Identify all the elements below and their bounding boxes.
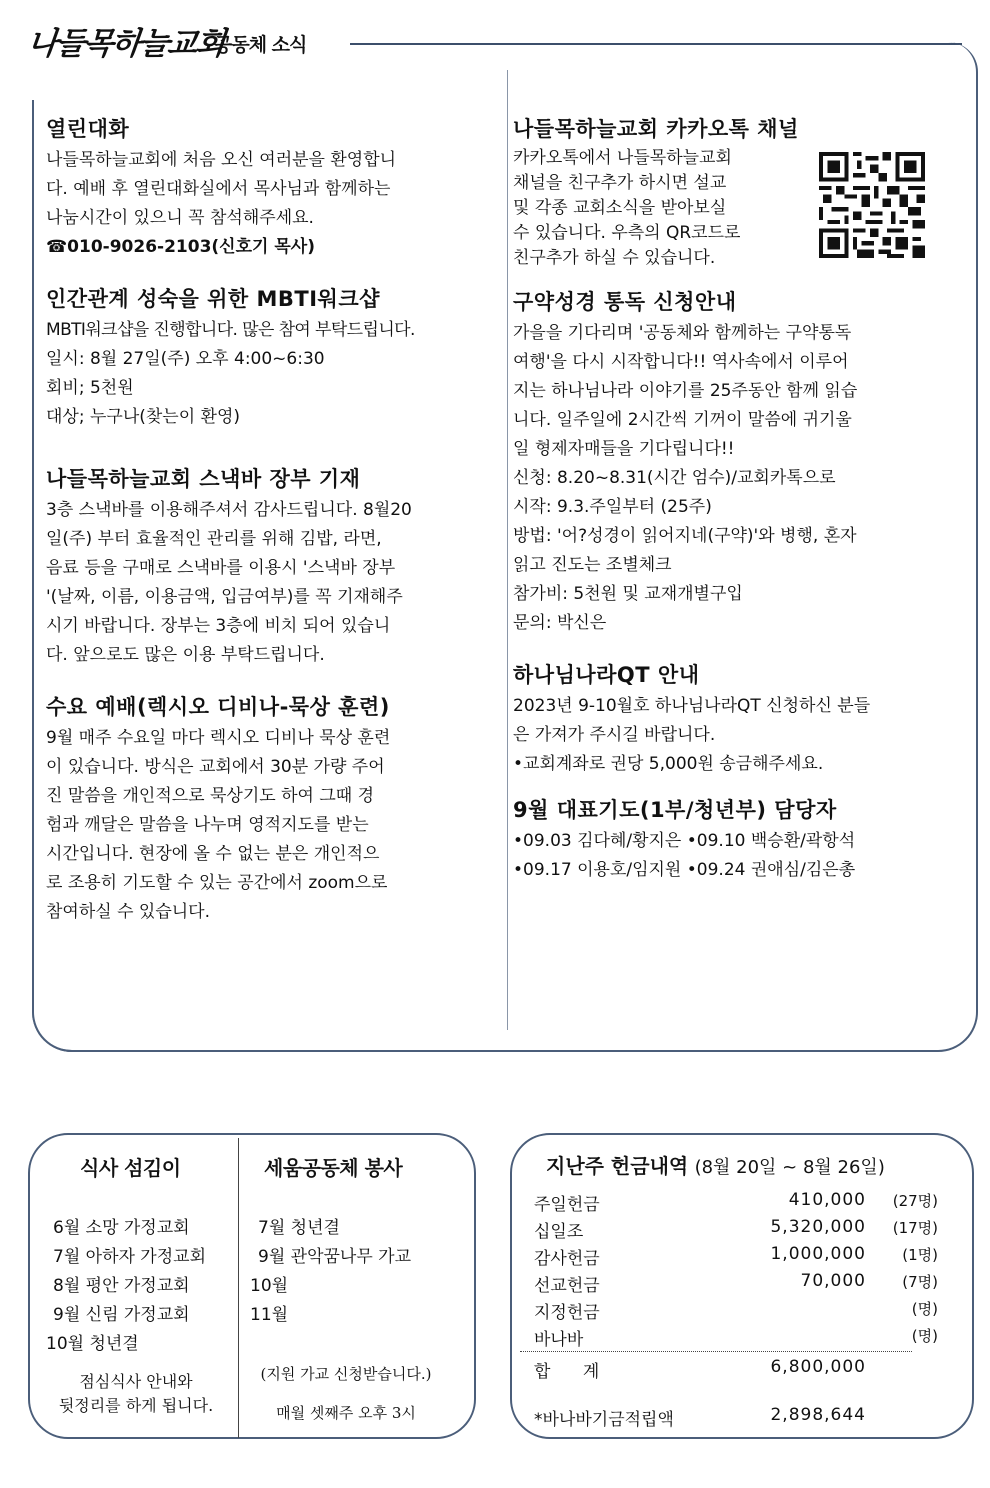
snackbar-notice [46, 464, 478, 670]
notice-line: 읽고 진도는 조별체크 [513, 555, 672, 575]
notice-line: •09.03 김다혜/황지은 •09.10 백승환/곽항석 [513, 831, 856, 851]
total-amount: 6,800,000 [770, 1357, 866, 1377]
notice-line: '(날짜, 이름, 이용금액, 입금여부)를 꼭 기재해주 [46, 587, 403, 607]
offering-dates: (8월 20일 ~ 8월 26일) [694, 1157, 885, 1178]
notice-line: 3층 스낵바를 이용해주셔서 감사드립니다. 8월20 [46, 500, 412, 520]
notice-line: 수 있습니다. 우측의 QR코드로 [513, 223, 741, 243]
offering-count: (명) [911, 1300, 938, 1318]
offering-amount: 5,320,000 [770, 1217, 866, 1237]
open-talk-notice [46, 114, 478, 262]
notice-line: 시간입니다. 현장에 올 수 없는 분은 개인적으 [46, 844, 380, 864]
offering-count: (27명) [892, 1192, 938, 1210]
notice-line: 이 있습니다. 방식은 교회에서 30분 가량 주어 [46, 757, 385, 777]
list-item: 7월 아하자 가정교회 [53, 1247, 206, 1267]
notice-line: MBTI워크샵을 진행합니다. 많은 참여 부탁드립니다. [46, 320, 415, 340]
list-item: 9월 신림 가정교회 [53, 1305, 190, 1325]
bible-reading-notice [513, 287, 939, 638]
notice-title: 나들목하늘교회 스낵바 장부 기재 [46, 467, 361, 491]
notice-line: •교회계좌로 권당 5,000원 송금해주세요. [513, 754, 824, 774]
notice-line: •09.17 이용호/임지원 •09.24 권애심/김은총 [513, 860, 856, 880]
notice-line: 대상; 누구나(찾는이 환영) [46, 407, 241, 427]
right-column [513, 114, 939, 885]
notice-line: 나눔시간이 있으니 꼭 참석해주세요. [46, 208, 314, 228]
offering-total-row [534, 1357, 938, 1384]
notice-line: 신청: 8.20~8.31(시간 엄수)/교회카톡으로 [513, 468, 836, 488]
notice-line: 9월 매주 수요일 마다 렉시오 디비나 묵상 훈련 [46, 728, 391, 748]
table-row [534, 1298, 938, 1325]
notice-title: 하나님나라QT 안내 [513, 663, 700, 687]
offering-name: 주일헌금 [534, 1195, 600, 1215]
offering-name: 감사헌금 [534, 1249, 600, 1269]
offering-amount: 70,000 [800, 1271, 866, 1291]
contact-phone: ☎010-9026-2103(신호기 목사) [46, 237, 315, 257]
fund-amount: 2,898,644 [770, 1405, 866, 1425]
offering-amount: 1,000,000 [770, 1244, 866, 1264]
notice-line: 친구추가 하실 수 있습니다. [513, 248, 716, 268]
service-list [250, 1214, 470, 1330]
list-item: 7월 청년결 [258, 1218, 340, 1238]
notice-line: 회비; 5천원 [46, 378, 134, 398]
notice-line: 참여하실 수 있습니다. [46, 902, 211, 922]
notice-line: 문의: 박신은 [513, 613, 607, 633]
list-item: 10월 청년결 [46, 1334, 139, 1354]
notice-line: 가을을 기다리며 '공동체와 함께하는 구약통독 [513, 323, 852, 343]
left-column [46, 114, 478, 927]
fund-label: *바나바기금적립액 [534, 1410, 674, 1430]
notice-line: 일(주) 부터 효율적인 관리를 위해 김밥, 라면, [46, 529, 382, 549]
notice-line: 참가비: 5천원 및 교재개별구입 [513, 584, 743, 604]
meal-list [46, 1214, 236, 1359]
table-row [534, 1190, 938, 1217]
notice-line: 다. 예배 후 열린대화실에서 목사님과 함께하는 [46, 179, 391, 199]
offering-count: (7명) [902, 1273, 938, 1291]
meal-service-divider [238, 1138, 239, 1438]
notice-title: 열린대화 [46, 117, 130, 141]
notice-line: 나들목하늘교회에 처음 오신 여러분을 환영합니 [46, 150, 397, 170]
notice-line: 및 각종 교회소식을 받아보실 [513, 198, 727, 218]
table-row [534, 1217, 938, 1244]
offering-count: (1명) [902, 1246, 938, 1264]
list-item: 10월 [250, 1276, 289, 1296]
mbti-workshop-notice [46, 284, 478, 432]
note-line: 점심식사 안내와 [79, 1372, 193, 1391]
service-schedule: 매월 셋째주 오후 3시 [276, 1404, 416, 1422]
offering-name: 십일조 [534, 1222, 584, 1242]
list-item: 11월 [250, 1305, 289, 1325]
qr-code-icon[interactable] [819, 152, 925, 258]
notice-line: 카카오톡에서 나들목하늘교회 [513, 148, 732, 168]
notice-line: 여행'을 다시 시작합니다!! 역사속에서 이루어 [513, 352, 849, 372]
notice-title: 나들목하늘교회 카카오톡 채널 [513, 117, 799, 141]
meal-title: 식사 섬김이 [80, 1156, 181, 1180]
kakao-channel-notice [513, 114, 939, 271]
church-logo: 나들목하늘교회 [25, 26, 226, 62]
notice-line: 다. 앞으로도 많은 이용 부탁드립니다. [46, 645, 325, 665]
notice-line: 진 말씀을 개인적으로 묵상기도 하여 그때 경 [46, 786, 375, 806]
notice-title: 구약성경 통독 신청안내 [513, 290, 737, 314]
notice-line: 2023년 9-10월호 하나님나라QT 신청하신 분들 [513, 696, 871, 716]
section-title: 공동체 소식 [214, 34, 307, 56]
notice-line: 시작: 9.3.주일부터 (25주) [513, 497, 712, 517]
notice-line: 일시: 8월 27일(주) 오후 4:00~6:30 [46, 349, 325, 369]
notice-title: 인간관계 성숙을 위한 MBTI워크샵 [46, 287, 380, 311]
table-row [534, 1271, 938, 1298]
note-line: 뒷정리를 하게 됩니다. [58, 1396, 214, 1415]
list-item: 9월 관악꿈나무 가교 [258, 1247, 411, 1267]
notice-line: 일 형제자매들을 기다립니다!! [513, 439, 735, 459]
total-label: 합 계 [534, 1362, 600, 1382]
news-frame-left-edge [32, 100, 34, 1010]
offering-name: 바나바 [534, 1330, 584, 1350]
wednesday-service-notice [46, 692, 478, 927]
notice-line: 로 조용히 기도할 수 있는 공간에서 zoom으로 [46, 873, 388, 893]
table-row [534, 1244, 938, 1271]
offering-divider [520, 1351, 912, 1352]
offering-title [546, 1150, 885, 1179]
notice-title: 9월 대표기도(1부/청년부) 담당자 [513, 798, 837, 822]
notice-line: 음료 등을 구매로 스낵바를 이용시 '스낵바 장부 [46, 558, 396, 578]
notice-title: 수요 예배(렉시오 디비나-묵상 훈련) [46, 695, 390, 719]
prayer-duty-notice [513, 795, 939, 885]
notice-line: 험과 깨달은 말씀을 나누며 영적지도를 받는 [46, 815, 369, 835]
service-note: (지원 가교 신청받습니다.) [260, 1365, 432, 1383]
offering-amount: 410,000 [788, 1190, 866, 1210]
offering-name: 지정헌금 [534, 1303, 600, 1323]
notice-line: 니다. 일주일에 2시간씩 기꺼이 말씀에 귀기울 [513, 410, 852, 430]
meal-note [46, 1370, 226, 1418]
news-frame-corner [32, 990, 92, 1052]
notice-line: 시기 바랍니다. 장부는 3층에 비치 되어 있습니 [46, 616, 391, 636]
notice-line: 방법: '어?성경이 읽어지네(구약)'와 병행, 혼자 [513, 526, 857, 546]
offering-heading: 지난주 헌금내역 [546, 1154, 689, 1178]
service-title: 세움공동체 봉사 [264, 1156, 403, 1180]
column-divider [507, 70, 508, 1030]
notice-line: 은 가져가 주시길 바랍니다. [513, 725, 716, 745]
offering-count: (17명) [892, 1219, 938, 1237]
notice-line: 채널을 친구추가 하시면 설교 [513, 173, 727, 193]
table-row [534, 1325, 938, 1352]
qt-notice [513, 660, 939, 779]
offering-count: (명) [911, 1327, 938, 1345]
list-item: 8월 평안 가정교회 [53, 1276, 190, 1296]
offering-fund-row [534, 1405, 938, 1432]
offering-name: 선교헌금 [534, 1276, 600, 1296]
notice-line: 지는 하나님나라 이야기를 25주동안 함께 읽습 [513, 381, 858, 401]
list-item: 6월 소망 가정교회 [53, 1218, 190, 1238]
